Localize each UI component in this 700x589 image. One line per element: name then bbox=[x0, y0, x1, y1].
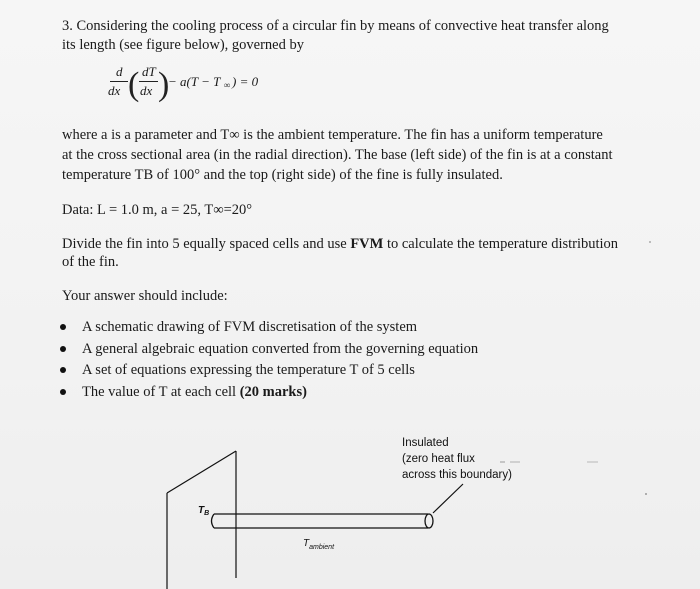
paragraph-line-2: at the cross sectional area (in the radial direction). The base (left side) of the fin is at a constant bbox=[62, 147, 613, 163]
eq-dx-denominator: dx bbox=[108, 83, 121, 98]
tambient-label bbox=[303, 536, 334, 556]
eq-left-paren: ( bbox=[128, 66, 140, 103]
eq-d-numerator: d bbox=[116, 64, 123, 79]
bullet-item-2: A general algebraic equation converted from the governing equation bbox=[82, 341, 479, 357]
tambient-label-main: T bbox=[303, 538, 310, 549]
bullet-item-1: A schematic drawing of FVM discretisation of the system bbox=[82, 319, 418, 335]
eq-dx-denominator-2: dx bbox=[140, 83, 153, 98]
insulated-label-3: across this boundary) bbox=[402, 469, 512, 481]
divide-line-2: of the fin. bbox=[62, 254, 119, 270]
answer-header: Your answer should include: bbox=[62, 288, 228, 304]
paragraph-line-3: temperature TB of 100° and the top (right side) of the fine is fully insulated. bbox=[62, 167, 503, 183]
tb-label-sub: B bbox=[204, 510, 210, 517]
wall-top-edge bbox=[167, 451, 236, 493]
insulated-label-2: (zero heat flux bbox=[402, 453, 475, 465]
eq-rest: − a(T − T bbox=[168, 74, 221, 89]
question-line-1: 3. Considering the cooling process of a circular fin by means of convective heat transfer along bbox=[62, 18, 609, 34]
insulated-label-1: Insulated bbox=[402, 437, 449, 449]
scan-speck-5 bbox=[649, 241, 651, 243]
tb-label bbox=[198, 503, 209, 522]
tb-label-main: T bbox=[198, 505, 205, 516]
bullet-item-3: A set of equations expressing the temperature T of 5 cells bbox=[82, 362, 415, 378]
eq-infinity-sub: ∞ bbox=[224, 80, 231, 90]
question-line-2: its length (see figure below), governed by bbox=[62, 37, 304, 53]
insulated-arrow-line bbox=[433, 484, 463, 513]
bullet-item-4-text: The value of T at each cell bbox=[82, 384, 240, 400]
divide-bold-fvm: FVM bbox=[350, 236, 384, 252]
tambient-label-sub: ambient bbox=[309, 544, 335, 551]
bullet-item-4-marks: (20 marks) bbox=[239, 384, 307, 400]
paragraph-line-1: where a is a parameter and T∞ is the ambient temperature. The fin has a uniform temperature bbox=[62, 127, 603, 143]
fin-tip-end bbox=[425, 514, 433, 528]
scan-speck-4 bbox=[645, 493, 647, 495]
fin-base-end bbox=[212, 514, 215, 528]
eq-right-paren: ) bbox=[158, 66, 170, 103]
divide-pre: Divide the fin into 5 equally spaced cells and use bbox=[62, 236, 351, 252]
eq-dT-numerator: dT bbox=[142, 64, 156, 79]
eq-end: ) = 0 bbox=[232, 74, 259, 89]
data-line: Data: L = 1.0 m, a = 25, T∞=20° bbox=[62, 202, 253, 218]
divide-post: to calculate the temperature distribution bbox=[383, 236, 619, 252]
